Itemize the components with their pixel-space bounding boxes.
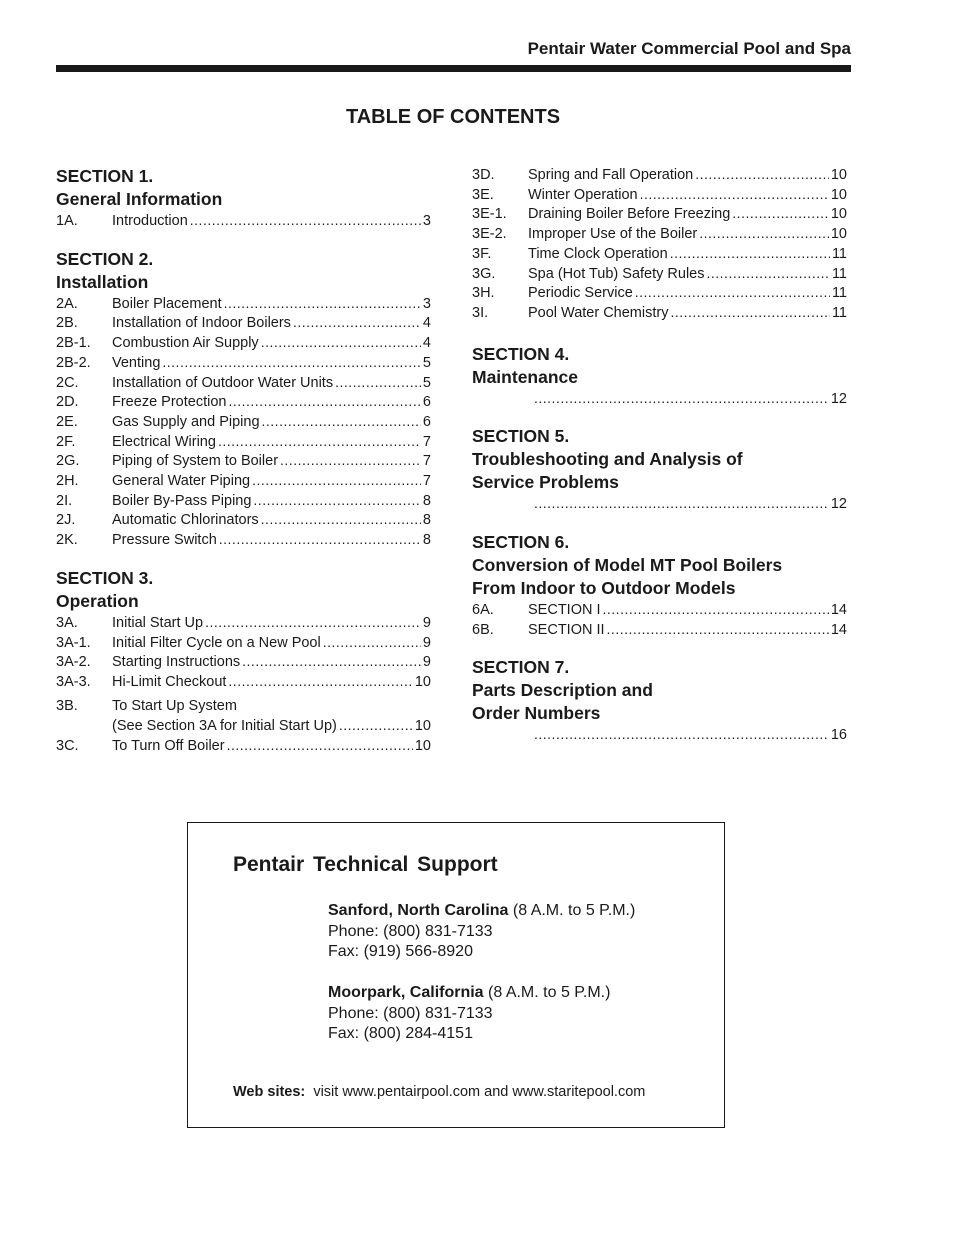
toc-entry [56, 652, 431, 672]
office-fax: Fax: (919) 566-8920 [328, 943, 473, 960]
toc-entry-number: 3E-1. [472, 206, 507, 223]
toc-entry-page: 9 [422, 654, 431, 671]
toc-entry-page: 11 [831, 245, 847, 262]
section-heading: SECTION 5. [472, 426, 570, 447]
toc-leader-dots [323, 633, 421, 652]
toc-entry [56, 510, 431, 530]
toc-entry [56, 294, 431, 314]
toc-entry-title: General Water Piping [112, 473, 251, 490]
toc-leader-dots [707, 264, 830, 283]
toc-leader-dots [205, 613, 421, 632]
toc-entry [56, 672, 431, 692]
toc-entry [472, 725, 847, 745]
toc-section [56, 567, 431, 756]
toc-entry [472, 204, 847, 224]
toc-entry-page: 10 [414, 718, 431, 735]
toc-entry-title: Spa (Hot Tub) Safety Rules [528, 265, 705, 282]
toc-leader-dots [534, 494, 829, 513]
toc-leader-dots [228, 392, 420, 411]
toc-entry-page: 14 [830, 602, 847, 619]
section-subheading: Troubleshooting and Analysis of [472, 449, 743, 470]
toc-leader-dots [607, 620, 829, 639]
running-header: Pentair Water Commercial Pool and Spa [527, 39, 851, 58]
toc-entry-page: 10 [414, 673, 431, 690]
toc-entry [56, 530, 431, 550]
toc-entry [472, 494, 847, 514]
toc-entry-title: (See Section 3A for Initial Start Up) [112, 718, 337, 735]
toc-entry-page: 10 [830, 167, 847, 183]
toc-leader-dots [262, 412, 421, 431]
toc-right-column [472, 165, 847, 762]
office-city: Sanford, North Carolina [328, 902, 509, 919]
toc-entry [56, 313, 431, 333]
toc-entry-number: 2K. [56, 532, 78, 549]
toc-entry-title: Periodic Service [528, 285, 633, 302]
section-subheading-continued: Service Problems [472, 472, 619, 493]
section-heading: SECTION 6. [472, 532, 570, 553]
toc-entry-page: 7 [422, 473, 431, 490]
toc-entry-number: 3I. [472, 304, 489, 321]
toc-leader-dots [218, 432, 421, 451]
toc-entry-number: 2E. [56, 413, 78, 430]
toc-entry-title: Boiler Placement [112, 295, 222, 312]
toc-section [56, 248, 431, 550]
office-phone: Phone: (800) 831-7133 [328, 1004, 493, 1022]
toc-entry-number: 3G. [472, 265, 496, 282]
toc-entry-number: 2G. [56, 453, 80, 470]
toc-leader-dots [603, 600, 829, 619]
toc-leader-dots [699, 224, 829, 243]
toc-entry [56, 716, 431, 736]
toc-leader-dots [239, 692, 429, 711]
toc-entry-number: 2C. [56, 374, 79, 391]
toc-entry [472, 165, 847, 185]
toc-leader-dots [162, 353, 421, 372]
toc-entry-page: 3 [422, 213, 431, 229]
toc-entry-page: 9 [422, 634, 431, 651]
toc-leader-dots [228, 672, 412, 691]
toc-entry [56, 736, 431, 756]
toc-entry-title: Introduction [112, 213, 188, 229]
toc-entry-number: 3A-1. [56, 634, 91, 651]
toc-entry-page: 12 [830, 390, 847, 407]
toc-entry [56, 432, 431, 452]
toc-entry [472, 303, 847, 323]
toc-entry-page: 10 [830, 206, 847, 223]
toc-entry-title: Combustion Air Supply [112, 335, 259, 352]
toc-section [472, 425, 847, 514]
toc-entry-title: Piping of System to Boiler [112, 453, 279, 470]
toc-entry-number: 2B-1. [56, 335, 91, 352]
toc-entry-number: 3B. [56, 698, 78, 715]
section-heading: SECTION 2. [56, 248, 154, 269]
toc-leader-dots [227, 736, 413, 755]
websites-label: Web sites: [233, 1084, 306, 1100]
toc-entry-title: Pool Water Chemistry [528, 304, 669, 321]
toc-leader-dots [640, 185, 829, 204]
toc-leader-dots [534, 725, 829, 744]
toc-leader-dots [293, 313, 421, 332]
section-heading: SECTION 7. [472, 657, 570, 678]
toc-leader-dots [534, 389, 829, 408]
office-sanford [328, 901, 635, 963]
toc-leader-dots [670, 244, 830, 263]
toc-leader-dots [339, 716, 413, 735]
toc-entry-title: SECTION II [528, 621, 605, 638]
toc-entry-title: Boiler By-Pass Piping [112, 492, 252, 509]
toc-entry-number: 2A. [56, 295, 78, 312]
toc-entry [472, 283, 847, 303]
toc-entry [56, 692, 431, 716]
toc-entry-title: Freeze Protection [112, 394, 227, 411]
toc-entry [56, 471, 431, 491]
toc-entry [56, 211, 431, 231]
office-moorpark [328, 983, 610, 1045]
toc-entry-title: Installation of Outdoor Water Units [112, 374, 334, 391]
toc-section-continued [472, 165, 847, 323]
toc-entry-number: 1A. [56, 213, 78, 229]
toc-entry-number: 2I. [56, 492, 73, 509]
toc-entry-page: 9 [422, 614, 431, 631]
section-subheading: Operation [56, 590, 139, 611]
office-hours: (8 A.M. to 5 P.M.) [483, 984, 611, 1001]
toc-entry-number: 6B. [472, 621, 494, 638]
office-hours: (8 A.M. to 5 P.M.) [508, 902, 636, 919]
toc-entry-page: 5 [422, 354, 431, 371]
toc-entry-page: 14 [830, 621, 847, 638]
websites-line [233, 1084, 645, 1100]
section-subheading: Conversion of Model MT Pool Boilers [472, 555, 783, 576]
toc-entry-title: Hi-Limit Checkout [112, 673, 227, 690]
support-title: Pentair Technical Support [233, 853, 498, 876]
toc-entry-page: 3 [422, 295, 431, 312]
toc-section [472, 531, 847, 639]
toc-entry-title: Automatic Chlorinators [112, 512, 259, 529]
toc-entry-number: 2D. [56, 394, 79, 411]
toc-entry [472, 244, 847, 264]
toc-entry-title: To Turn Off Boiler [112, 737, 225, 754]
toc-entry [56, 392, 431, 412]
section-subheading: General Information [56, 189, 223, 209]
toc-entry [56, 491, 431, 511]
toc-entry-page: 4 [422, 315, 431, 332]
toc-entry-page: 7 [422, 453, 431, 470]
toc-entry-number: 6A. [472, 602, 494, 619]
toc-entry-title: Installation of Indoor Boilers [112, 315, 291, 332]
page-title: TABLE OF CONTENTS [345, 106, 561, 128]
toc-entry-title: Electrical Wiring [112, 433, 216, 450]
toc-leader-dots [190, 211, 421, 230]
toc-entry-number: 3H. [472, 285, 495, 302]
toc-entry-number: 2F. [56, 433, 76, 450]
toc-leader-dots [670, 303, 829, 322]
toc-leader-dots [253, 491, 421, 510]
toc-entry-page: 16 [830, 727, 847, 744]
toc-entry-title: Starting Instructions [112, 654, 241, 671]
toc-section [56, 165, 431, 231]
section-subheading: Maintenance [472, 366, 578, 387]
toc-entry-number: 2H. [56, 473, 79, 490]
toc-entry-page: 8 [422, 532, 431, 549]
toc-entry-page: 11 [831, 285, 847, 302]
toc-entry [56, 353, 431, 373]
toc-entry-page: 8 [422, 492, 431, 509]
toc-entry-number: 2J. [56, 512, 76, 529]
header-rule [56, 65, 851, 72]
toc-entry-page: 12 [830, 496, 847, 513]
toc-entry-number: 3E-2. [472, 226, 507, 243]
toc-leader-dots [732, 204, 829, 223]
toc-entry [472, 600, 847, 620]
toc-leader-dots [635, 283, 830, 302]
toc-entry-page: 7 [422, 433, 431, 450]
toc-entry [472, 620, 847, 640]
toc-entry-page: 8 [422, 512, 431, 529]
toc-entry-number: 3A-2. [56, 654, 91, 671]
toc-entry-title: Venting [112, 354, 161, 371]
toc-entry-page: 10 [414, 737, 431, 754]
office-phone: Phone: (800) 831-7133 [328, 922, 493, 940]
toc-entry [56, 633, 431, 653]
toc-entry-page: 6 [422, 413, 431, 430]
toc-entry-title: Time Clock Operation [528, 245, 668, 262]
section-subheading-continued: Order Numbers [472, 703, 601, 724]
toc-entry-number: 3C. [56, 737, 79, 754]
toc-entry-number: 3D. [472, 167, 495, 183]
toc-leader-dots [280, 451, 421, 470]
toc-entry-title: Initial Start Up [112, 614, 204, 631]
toc-section [472, 656, 847, 745]
toc-section [472, 343, 847, 409]
toc-leader-dots [261, 333, 421, 352]
toc-leader-dots [219, 530, 421, 549]
toc-leader-dots [224, 294, 421, 313]
toc-leader-dots [261, 510, 421, 529]
office-city: Moorpark, California [328, 984, 484, 1001]
toc-leader-dots [335, 373, 421, 392]
toc-entry [56, 373, 431, 393]
toc-entry-page: 10 [830, 186, 847, 203]
toc-leader-dots [242, 652, 421, 671]
section-subheading-continued: From Indoor to Outdoor Models [472, 578, 736, 599]
toc-entry-page: 10 [830, 226, 847, 243]
toc-entry-page: 4 [422, 335, 431, 352]
toc-entry [472, 224, 847, 244]
toc-entry-title: Draining Boiler Before Freezing [528, 206, 731, 223]
toc-left-column [56, 165, 431, 772]
toc-entry-title: Improper Use of the Boiler [528, 226, 698, 243]
toc-entry-number: 3E. [472, 186, 494, 203]
section-heading: SECTION 4. [472, 343, 570, 364]
toc-entry-number: 3A-3. [56, 673, 91, 690]
toc-entry-number: 3F. [472, 245, 492, 262]
section-subheading: Installation [56, 271, 149, 292]
toc-entry-title: Pressure Switch [112, 532, 217, 549]
toc-entry-title: Winter Operation [528, 186, 638, 203]
toc-entry [56, 333, 431, 353]
technical-support-box [187, 822, 725, 1128]
toc-entry [472, 264, 847, 284]
toc-entry [472, 389, 847, 409]
toc-leader-dots [252, 471, 421, 490]
section-subheading: Parts Description and [472, 680, 653, 701]
toc-entry-title: Spring and Fall Operation [528, 167, 694, 183]
toc-entry [56, 412, 431, 432]
toc-entry-number: 2B-2. [56, 354, 91, 371]
websites-text: visit www.pentairpool.com and www.staritepool.com [305, 1084, 646, 1100]
toc-leader-dots [695, 165, 829, 184]
toc-entry-title: Initial Filter Cycle on a New Pool [112, 634, 321, 651]
toc-entry-title: To Start Up System [112, 698, 237, 715]
section-heading: SECTION 3. [56, 567, 154, 588]
toc-entry-title: Gas Supply and Piping [112, 413, 260, 430]
toc-entry-number: 2B. [56, 315, 78, 332]
toc-entry [472, 185, 847, 205]
toc-entry-page: 11 [831, 304, 847, 321]
toc-entry-page: 11 [831, 265, 847, 282]
toc-entry [56, 451, 431, 471]
toc-entry [56, 613, 431, 633]
toc-entry-page: 5 [422, 374, 431, 391]
toc-entry-number: 3A. [56, 614, 78, 631]
office-fax: Fax: (800) 284-4151 [328, 1025, 473, 1042]
section-heading: SECTION 1. [56, 166, 154, 186]
toc-entry-title: SECTION I [528, 602, 601, 619]
toc-entry-page: 6 [422, 394, 431, 411]
